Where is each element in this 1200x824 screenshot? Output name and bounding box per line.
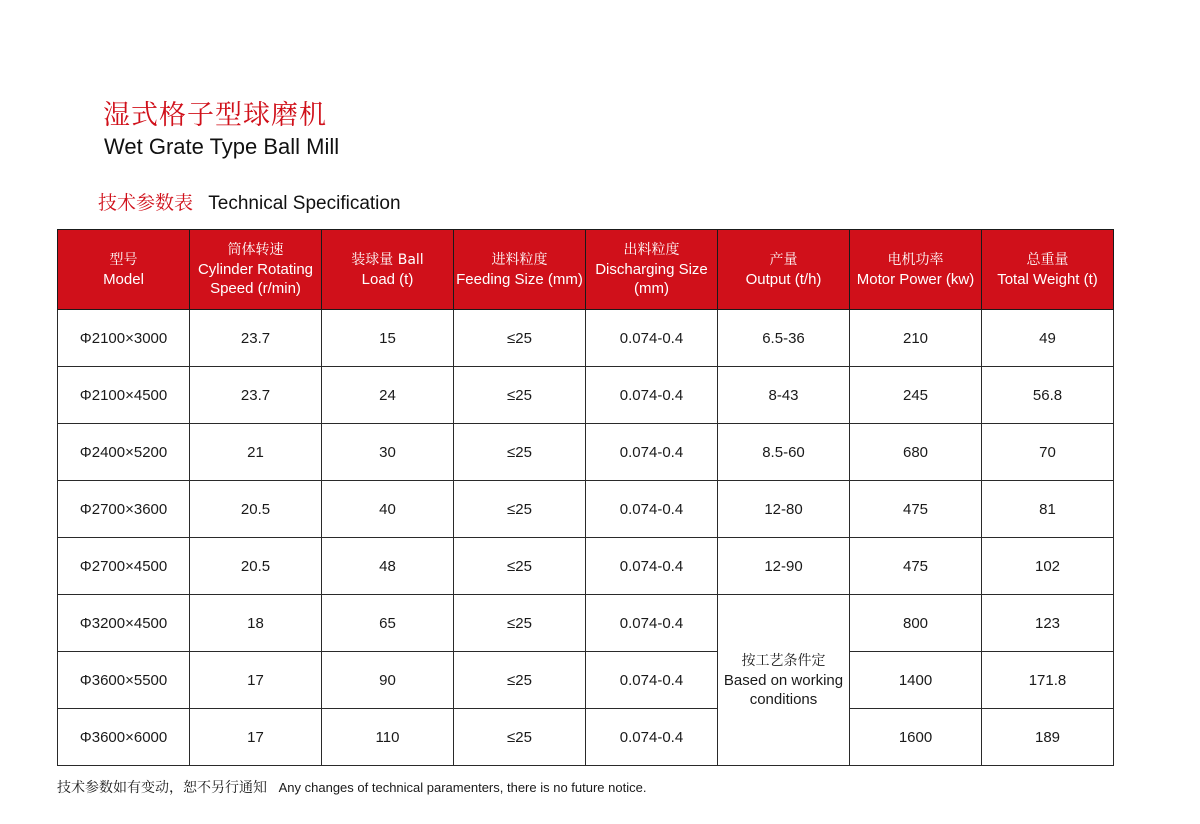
cell-speed: 17 [190,709,322,766]
header-label-cn: 装球量 Ball [351,251,424,268]
header-total-weight [982,230,1114,310]
header-label-cn: 电机功率 [887,251,944,268]
cell-total-weight: 56.8 [982,367,1114,424]
cell-model: Φ3200×4500 [58,595,190,652]
merged-note-cn: 按工艺条件定 [741,652,826,669]
cell-speed: 18 [190,595,322,652]
header-label-cn: 产量 [769,251,798,268]
cell-ball-load: 30 [322,424,454,481]
cell-discharging-size: 0.074-0.4 [586,652,718,709]
header-label-cn: 型号 [109,251,138,268]
cell-model: Φ3600×5500 [58,652,190,709]
table-row [58,538,1114,595]
header-label-en: Total Weight (t) [997,270,1098,288]
table-row [58,424,1114,481]
cell-total-weight: 123 [982,595,1114,652]
cell-discharging-size: 0.074-0.4 [586,595,718,652]
cell-speed: 20.5 [190,481,322,538]
cell-discharging-size: 0.074-0.4 [586,538,718,595]
cell-discharging-size: 0.074-0.4 [586,367,718,424]
table-row [58,652,1114,709]
subtitle-chinese: 技术参数表 [98,192,194,214]
merged-note-en: Based on working conditions [723,671,844,708]
cell-ball-load: 15 [322,310,454,367]
cell-speed: 23.7 [190,367,322,424]
table-row [58,310,1114,367]
cell-output: 8-43 [718,367,850,424]
cell-motor-power: 1600 [850,709,982,766]
cell-motor-power: 1400 [850,652,982,709]
header-label-en: Output (t/h) [745,270,822,288]
header-discharging-size [586,230,718,310]
cell-speed: 20.5 [190,538,322,595]
cell-total-weight: 189 [982,709,1114,766]
table-row [58,367,1114,424]
header-model [58,230,190,310]
header-label-cn: 进料粒度 [491,251,548,268]
cell-speed: 23.7 [190,310,322,367]
header-label-en: Cylinder Rotating Speed (r/min) [197,261,314,297]
header-label-en: Model [103,270,144,288]
header-label-cn: 筒体转速 [227,242,284,258]
cell-feeding-size: ≤25 [454,652,586,709]
cell-feeding-size: ≤25 [454,709,586,766]
cell-ball-load: 40 [322,481,454,538]
cell-total-weight: 102 [982,538,1114,595]
cell-discharging-size: 0.074-0.4 [586,424,718,481]
cell-motor-power: 475 [850,538,982,595]
cell-total-weight: 171.8 [982,652,1114,709]
cell-feeding-size: ≤25 [454,424,586,481]
header-label-en: Load (t) [361,270,414,288]
cell-ball-load: 110 [322,709,454,766]
cell-output: 12-80 [718,481,850,538]
header-output [718,230,850,310]
cell-total-weight: 81 [982,481,1114,538]
footnote-chinese: 技术参数如有变动，恕不另行通知 [57,780,267,796]
cell-output: 6.5-36 [718,310,850,367]
cell-motor-power: 800 [850,595,982,652]
page-title-english: Wet Grate Type Ball Mill [104,134,340,159]
footnote [57,777,646,797]
cell-speed: 21 [190,424,322,481]
cell-feeding-size: ≤25 [454,595,586,652]
cell-total-weight: 49 [982,310,1114,367]
page-title-chinese: 湿式格子型球磨机 [103,100,327,131]
cell-discharging-size: 0.074-0.4 [586,709,718,766]
cell-motor-power: 210 [850,310,982,367]
cell-model: Φ2100×3000 [58,310,190,367]
header-label-cn: 出料粒度 [623,242,680,258]
cell-feeding-size: ≤25 [454,310,586,367]
table-row [58,481,1114,538]
header-label-en: Feeding Size (mm) [456,270,583,288]
cell-discharging-size: 0.074-0.4 [586,481,718,538]
cell-model: Φ3600×6000 [58,709,190,766]
cell-model: Φ2700×4500 [58,538,190,595]
cell-ball-load: 65 [322,595,454,652]
cell-ball-load: 90 [322,652,454,709]
subtitle-english: Technical Specification [208,193,401,214]
cell-speed: 17 [190,652,322,709]
table-row [58,709,1114,766]
cell-ball-load: 48 [322,538,454,595]
cell-output: 12-90 [718,538,850,595]
header-ball-load [322,230,454,310]
cell-output-merged-note [718,595,850,766]
header-label-cn: 总重量 [1026,251,1069,268]
cell-motor-power: 475 [850,481,982,538]
cell-model: Φ2100×4500 [58,367,190,424]
cell-feeding-size: ≤25 [454,538,586,595]
cell-model: Φ2700×3600 [58,481,190,538]
spec-table [57,229,1114,766]
cell-total-weight: 70 [982,424,1114,481]
header-motor-power [850,230,982,310]
cell-motor-power: 245 [850,367,982,424]
header-label-en: Motor Power (kw) [856,270,975,288]
header-feeding-size [454,230,586,310]
cell-feeding-size: ≤25 [454,481,586,538]
header-cylinder-speed [190,230,322,310]
cell-output: 8.5-60 [718,424,850,481]
table-row [58,595,1114,652]
cell-model: Φ2400×5200 [58,424,190,481]
section-subtitle [98,188,401,215]
cell-discharging-size: 0.074-0.4 [586,310,718,367]
header-label-en: Discharging Size (mm) [595,261,708,297]
cell-feeding-size: ≤25 [454,367,586,424]
table-header-row [58,230,1114,310]
cell-ball-load: 24 [322,367,454,424]
cell-motor-power: 680 [850,424,982,481]
footnote-english: Any changes of technical paramenters, there is no future notice. [278,780,647,795]
